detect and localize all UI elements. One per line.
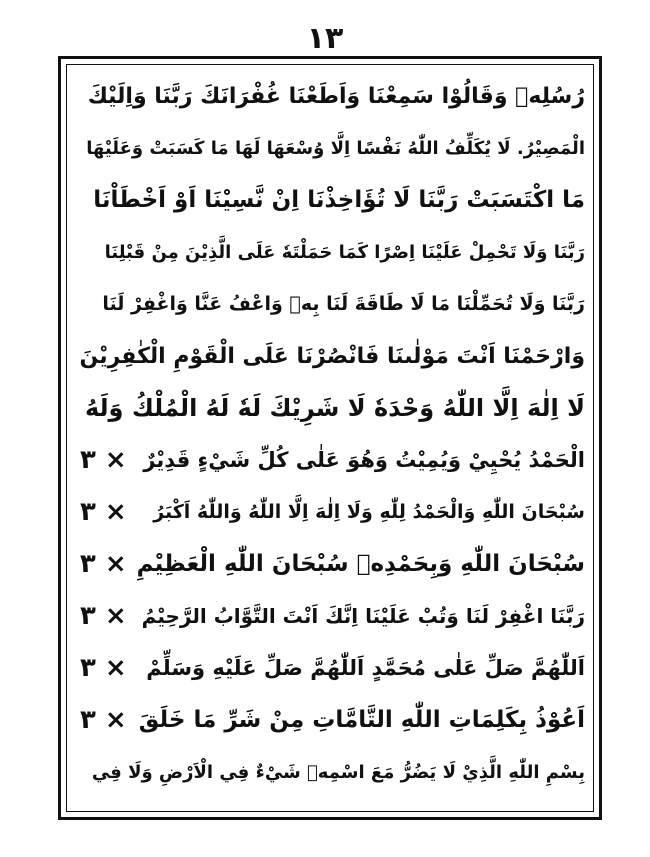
line-text: رَبَّنَا وَلَا تُحَمِّلْنَا مَا لَا طَاقَةَ لَنَا بِهٖ وَاعْفُ عَنَّا وَاغْفِرْ لَنَا [102, 293, 585, 315]
line-text: سُبْحَانَ اللّٰهِ وَالْحَمْدُ لِلّٰهِ وَلَا اِلٰهَ اِلَّا اللّٰهُ وَاللّٰهُ اَكْبَرُ [153, 501, 585, 523]
line-text: سُبْحَانَ اللّٰهِ وَبِحَمْدِهٖ سُبْحَانَ اللّٰهِ الْعَظِيْمِ [136, 551, 585, 577]
text-line [80, 434, 585, 486]
line-text: وَارْحَمْنَا اَنْتَ مَوْلٰىنَا فَانْصُرْنَا عَلَى الْقَوْمِ الْكٰفِرِيْنَ [80, 343, 585, 369]
text-line [80, 382, 585, 434]
line-text: لَا اِلٰهَ اِلَّا اللّٰهُ وَحْدَهٗ لَا شَرِيْكَ لَهٗ لَهُ الْمُلْكُ وَلَهُ [84, 394, 585, 422]
text-line [80, 694, 585, 746]
text-line [80, 538, 585, 590]
text-line [80, 226, 585, 278]
repeat-count: ٣ × [80, 549, 127, 579]
text-line [80, 278, 585, 330]
repeat-count: ٣ × [80, 445, 127, 475]
line-text: الْحَمْدُ يُحْيِيْ وَيُمِيْتُ وَهُوَ عَلٰى كُلِّ شَيْءٍ قَدِيْرٌ [143, 448, 585, 472]
line-text: اَعُوْذُ بِكَلِمَاتِ اللّٰهِ التَّامَّاتِ مِنْ شَرِّ مَا خَلَقَ [138, 707, 585, 733]
text-line [80, 590, 585, 642]
text-line [80, 330, 585, 382]
text-line [80, 70, 585, 122]
repeat-count: ٣ × [80, 705, 127, 735]
text-line [80, 486, 585, 538]
text-line [80, 174, 585, 226]
text-line [80, 746, 585, 798]
line-text: الْمَصِيْرُ. لَا يُكَلِّفُ اللّٰهُ نَفْسًا اِلَّا وُسْعَهَا لَهَا مَا كَسَبَتْ وَعَلَيْهَا [86, 137, 585, 159]
line-text: رُسُلِهٖ وَقَالُوْا سَمِعْنَا وَاَطَعْنَا غُفْرَانَكَ رَبَّنَا وَاِلَيْكَ [87, 83, 585, 109]
repeat-count: ٣ × [80, 497, 127, 527]
text-line [80, 642, 585, 694]
line-text: اَللّٰهُمَّ صَلِّ عَلٰى مُحَمَّدٍ اَللّٰهُمَّ صَلِّ عَلَيْهِ وَسَلِّمْ [146, 656, 585, 680]
line-text: رَبَّنَا اغْفِرْ لَنَا وَتُبْ عَلَيْنَا اِنَّكَ اَنْتَ التَّوَّابُ الرَّحِيْمُ [141, 604, 585, 628]
text-line [80, 122, 585, 174]
repeat-count: ٣ × [80, 601, 127, 631]
arabic-text-block [80, 70, 585, 800]
line-text: رَبَّنَا وَلَا تَحْمِلْ عَلَيْنَا اِصْرًا كَمَا حَمَلْتَهٗ عَلَى الَّذِيْنَ مِنْ قَبْلِنَا [104, 241, 585, 263]
page-number: ١٣ [306, 21, 344, 56]
line-text: مَا اكْتَسَبَتْ رَبَّنَا لَا تُؤَاخِذْنَا اِنْ نَّسِيْنَا اَوْ اَخْطَاْنَا [93, 187, 585, 213]
repeat-count: ٣ × [80, 653, 127, 683]
line-text: بِسْمِ اللّٰهِ الَّذِيْ لَا يَضُرُّ مَعَ اسْمِهٖ شَيْءٌ فِي الْاَرْضِ وَلَا فِي [91, 761, 585, 783]
